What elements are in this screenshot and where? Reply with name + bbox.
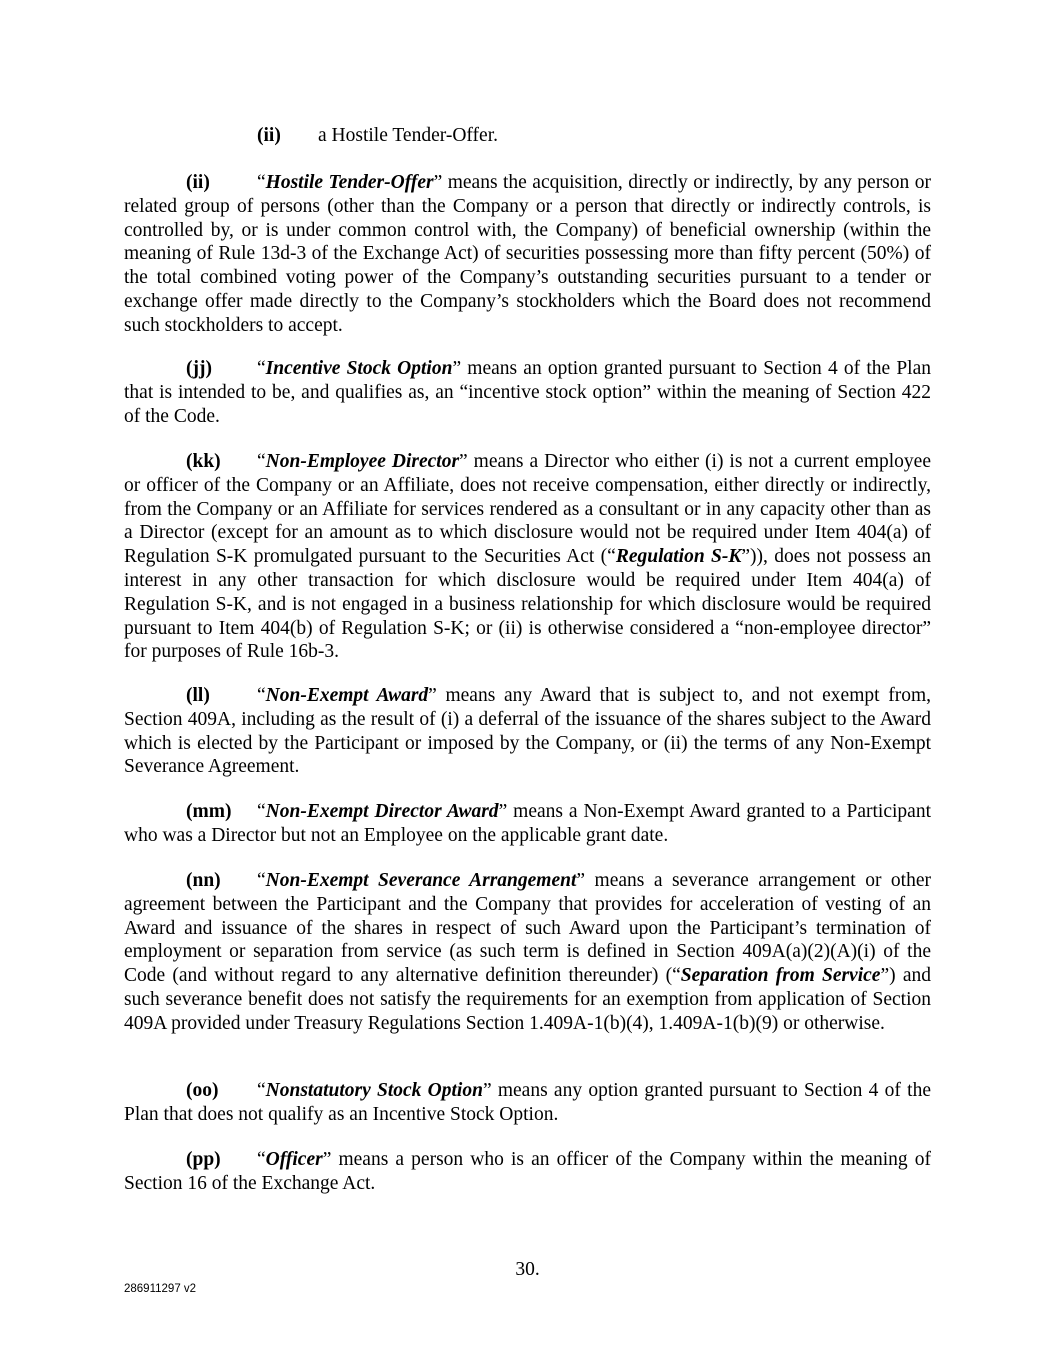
definition-text: means any Award that is subject to, and not exempt from, Section 409A, including as the result of (i) a deferral of the issuance of the shares subject to the Award which is elected by the Participant or imposed by the Company, or (ii) the terms of any Non-Exempt Severance Agreement. xyxy=(124,685,931,778)
definition-non-employee-director xyxy=(124,450,931,664)
defined-term: Officer xyxy=(265,1149,323,1170)
close-quote: ” xyxy=(482,1080,492,1101)
page-number: 30. xyxy=(515,1259,540,1280)
open-quote: “ xyxy=(257,451,266,472)
defined-term: Non-Employee Director xyxy=(265,451,460,472)
sub-item-label: (ii) xyxy=(257,125,281,146)
definition-label: (kk) xyxy=(186,451,221,472)
definition-nonstatutory-stock-option xyxy=(124,1079,931,1127)
definition-text: means a Director who either (i) is not a current employee or officer of the Company or an Affiliate, does not receive compensation, either directly or indirectly, from the Company or an Affiliate for services rendered as a consultant or in any capacity other than as a Director (except for an amount as to which disclosure would not be required under Item 404(a) of Regulation S-K promulgated pursuant to the Securities Act (“ xyxy=(124,451,931,568)
definition-text: means a severance arrangement or other agreement between the Participant and the Company that provides for acceleration of vesting of an Award and issuance of the shares in respect of such Award upon the Participant’s termination of employment or separation from service (as such term is defined in Section 409A(a)(2)(A)(i) of the Code (and without regard to any alternative definition thereunder) (“ xyxy=(124,870,931,987)
definition-label: (nn) xyxy=(186,870,221,891)
sub-item xyxy=(257,124,498,148)
definition-label: (pp) xyxy=(186,1149,221,1170)
definition-non-exempt-director-award xyxy=(124,800,931,848)
sub-item-text: a Hostile Tender-Offer. xyxy=(318,125,499,146)
open-quote: “ xyxy=(257,870,266,891)
open-quote: “ xyxy=(257,1149,266,1170)
definition-text: means any option granted pursuant to Section 4 of the Plan that does not qualify as an Incentive Stock Option. xyxy=(124,1080,931,1125)
open-quote: “ xyxy=(257,358,266,379)
definition-text-continued: ”)), does not possess an interest in any other transaction for which disclosure would be required under Item 404(a) of Regulation S-K, and is not engaged in a business relationship for which disclosure would be required pursuant to Item 404(b) of Regulation S-K; or (ii) is otherwise considered a “non-employee director” for purposes of Rule 16b-3. xyxy=(124,546,931,663)
open-quote: “ xyxy=(257,172,266,193)
definition-non-exempt-award xyxy=(124,684,931,779)
defined-term-secondary: Regulation S-K xyxy=(615,546,742,568)
open-quote: “ xyxy=(257,685,266,706)
defined-term: Hostile Tender-Offer xyxy=(265,172,434,193)
definition-officer xyxy=(124,1148,931,1196)
definition-text: means a Non-Exempt Award granted to a Participant who was a Director but not an Employee on the applicable grant date. xyxy=(124,801,931,846)
open-quote: “ xyxy=(257,1080,266,1101)
definition-label: (ll) xyxy=(186,685,210,706)
close-quote: ” xyxy=(576,870,586,891)
defined-term: Nonstatutory Stock Option xyxy=(265,1080,483,1101)
close-quote: ” xyxy=(322,1149,332,1170)
document-id: 286911297 v2 xyxy=(124,1283,197,1295)
defined-term: Non-Exempt Award xyxy=(265,685,429,706)
definition-label: (oo) xyxy=(186,1080,219,1101)
definition-label: (ii) xyxy=(186,172,210,193)
definition-label: (jj) xyxy=(186,358,212,379)
defined-term-secondary: Separation from Service xyxy=(680,965,881,987)
definition-text: means the acquisition, directly or indirectly, by any person or related group of persons (other than the Company or a person that directly or indirectly controls, is controlled by, or is under common control with, the Company) of beneficial ownership (within the meaning of Rule 13d-3 of the Exchange Act) of securities possessing more than fifty percent (50%) of the total combined voting power of the Company’s outstanding securities pursuant to a tender or exchange offer made directly to the Company’s stockholders which the Board does not recommend such stockholders to accept. xyxy=(124,172,931,336)
definition-hostile-tender-offer xyxy=(124,171,931,338)
definition-incentive-stock-option xyxy=(124,357,931,428)
close-quote: ” xyxy=(433,172,443,193)
close-quote: ” xyxy=(428,685,437,706)
close-quote: ” xyxy=(498,801,508,822)
definition-text: means an option granted pursuant to Section 4 of the Plan that is intended to be, and qualifies as, an “incentive stock option” within the meaning of Section 422 of the Code. xyxy=(124,358,931,427)
defined-term: Non-Exempt Severance Arrangement xyxy=(265,870,577,891)
definition-text-continued: ”) and such severance benefit does not satisfy the requirements for an exemption from application of Section 409A provided under Treasury Regulations Section 1.409A-1(b)(4), 1.409A-1(b)(9) or otherwise. xyxy=(124,965,931,1034)
defined-term: Non-Exempt Director Award xyxy=(265,801,499,822)
definition-text: means a person who is an officer of the Company within the meaning of Section 16 of the Exchange Act. xyxy=(124,1149,931,1194)
definition-label: (mm) xyxy=(186,801,232,822)
close-quote: ” xyxy=(452,358,462,379)
defined-term: Incentive Stock Option xyxy=(265,358,453,379)
definition-non-exempt-severance-arrangement xyxy=(124,869,931,1036)
open-quote: “ xyxy=(257,801,266,822)
close-quote: ” xyxy=(459,451,468,472)
